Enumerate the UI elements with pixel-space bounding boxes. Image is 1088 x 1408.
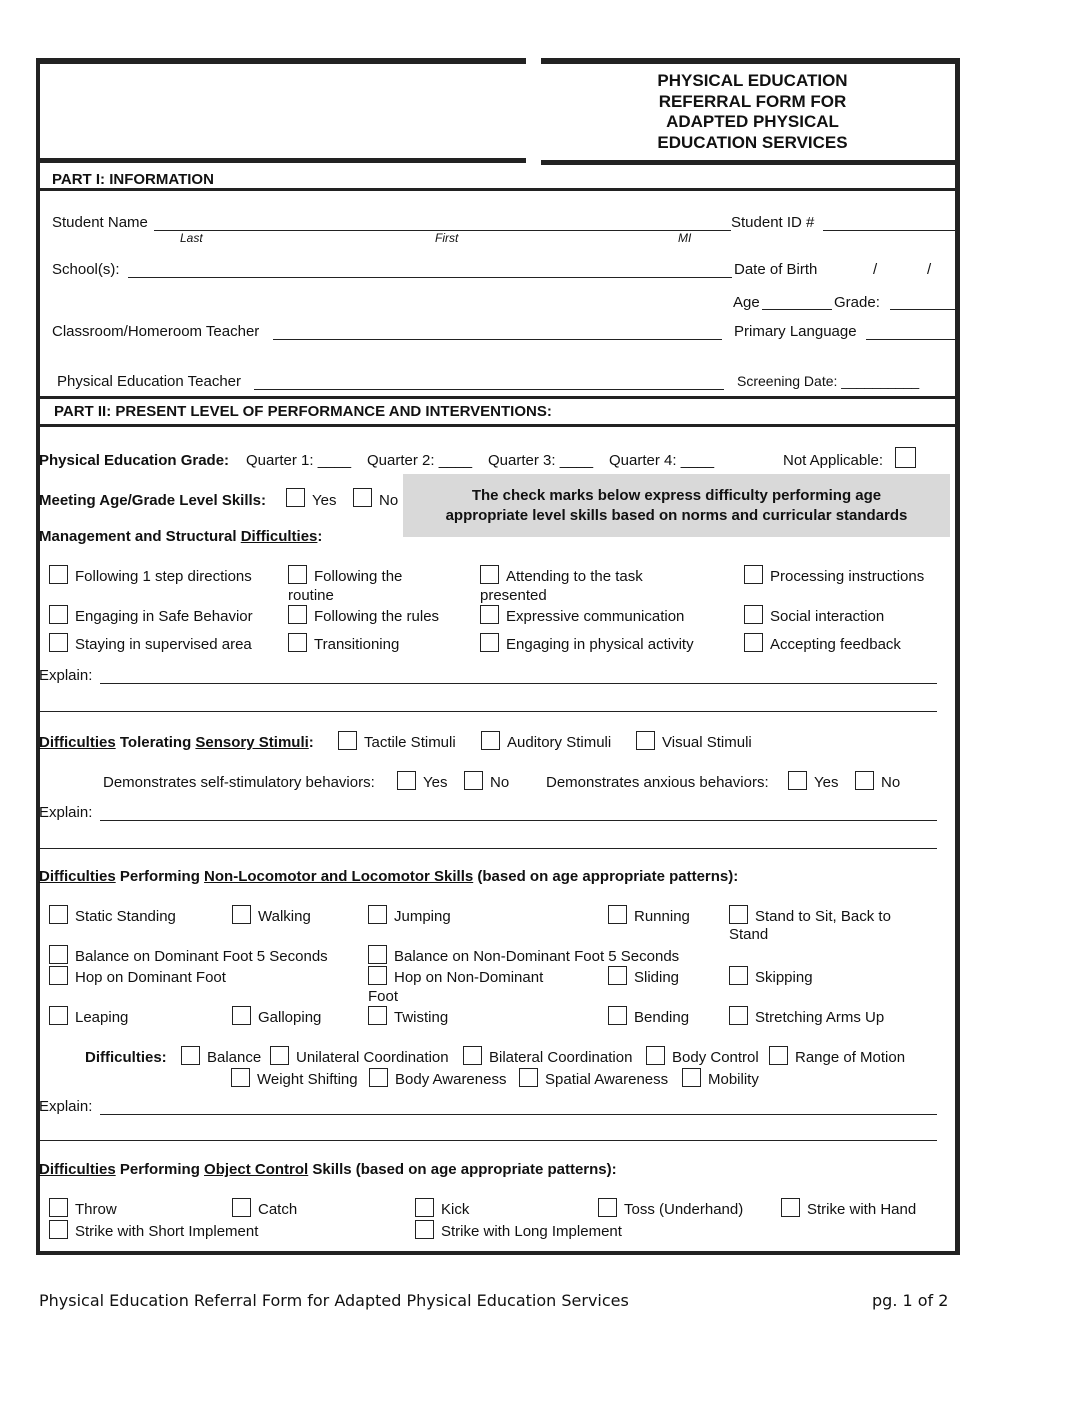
label-following-rules: Following the rules [314,608,440,625]
label-galloping: Galloping [258,1009,322,1026]
cb-attending[interactable] [480,565,499,584]
label-hop-nondom: Hop on Non-Dominant [394,969,544,986]
label-accepting: Accepting feedback [770,636,901,653]
pe-teacher-label: Physical Education Teacher [57,373,241,390]
label-social: Social interaction [770,608,885,625]
label-stand: Stand [729,926,769,943]
cb-processing[interactable] [744,565,763,584]
label-auditory: Auditory Stimuli [507,734,612,751]
cb-accepting[interactable] [744,633,763,652]
mgmt-difficulties-word: Difficulties [240,528,318,545]
cb-hop-dom[interactable] [49,966,68,985]
cb-strike-hand[interactable] [781,1198,800,1217]
label-anxious-no: No [881,774,901,791]
cb-range[interactable] [769,1046,788,1065]
cb-auditory[interactable] [481,731,500,750]
mgmt-label [39,528,322,545]
cb-stand-sit[interactable] [729,905,748,924]
quarter-3[interactable]: Quarter 3: ____ [488,452,594,469]
explain-field-3b[interactable] [39,1140,937,1141]
header-divider-left [36,158,526,163]
cb-body-awareness[interactable] [369,1068,388,1087]
title-line-3: ADAPTED PHYSICAL [666,112,839,131]
cb-following-routine[interactable] [288,565,307,584]
explain-field-3a[interactable] [100,1114,937,1115]
label-transitioning: Transitioning [314,636,400,653]
cb-bending[interactable] [608,1006,627,1025]
label-twisting: Twisting [394,1009,449,1026]
label-self-stim-yes: Yes [423,774,448,791]
primary-language-field[interactable] [866,339,955,340]
grade-field[interactable] [890,309,955,310]
cb-physical-activity[interactable] [480,633,499,652]
label-presented: presented [480,587,547,604]
label-spatial: Spatial Awareness [545,1071,669,1088]
student-name-label: Student Name [52,214,148,231]
cb-body-control[interactable] [646,1046,665,1065]
sub-last: Last [180,231,203,245]
label-sliding: Sliding [634,969,680,986]
label-running: Running [634,908,690,925]
cb-stretching[interactable] [729,1006,748,1025]
label-anxious-yes: Yes [814,774,839,791]
sensory-label-1: Difficulties [39,734,116,751]
cb-hop-nondom[interactable] [368,966,387,985]
cb-sliding[interactable] [608,966,627,985]
label-strike-hand: Strike with Hand [807,1201,917,1218]
cb-unilateral[interactable] [270,1046,289,1065]
cb-catch[interactable] [232,1198,251,1217]
cb-jumping[interactable] [368,905,387,924]
cb-supervised[interactable] [49,633,68,652]
cb-transitioning[interactable] [288,633,307,652]
student-id-field[interactable] [823,230,955,231]
label-supervised: Staying in supervised area [75,636,252,653]
label-skipping: Skipping [755,969,813,986]
self-stim-label: Demonstrates self-stimulatory behaviors: [103,774,375,791]
title-line-2: REFERRAL FORM FOR [658,91,847,111]
label-attending: Attending to the task [506,568,643,585]
meeting-yes-checkbox[interactable] [286,488,305,507]
label-following-1-step: Following 1 step directions [75,568,252,585]
meeting-no-label: No [379,492,399,509]
quarter-4[interactable]: Quarter 4: ____ [609,452,715,469]
label-bal-nondom: Balance on Non-Dominant Foot 5 Seconds [394,948,680,965]
cb-static-standing[interactable] [49,905,68,924]
obj-label-2: Performing [115,1161,205,1178]
part2-top-divider [36,396,960,399]
explain-label-3: Explain: [39,1098,93,1115]
explain-field-2b[interactable] [39,848,937,849]
cb-running[interactable] [608,905,627,924]
label-self-stim-no: No [490,774,510,791]
grade-label: Grade: [834,294,880,311]
label-foot: Foot [368,988,399,1005]
cb-strike-short[interactable] [49,1220,68,1239]
meeting-yes-label: Yes [312,492,337,509]
loco-label [39,868,738,885]
not-applicable-label: Not Applicable: [783,452,884,469]
cb-bal-dom[interactable] [49,945,68,964]
cb-expressive[interactable] [480,605,499,624]
mgmt-label-text: Management and Structural [39,528,237,545]
frame-top-right [541,58,960,64]
label-leaping: Leaping [75,1009,129,1026]
label-safe-behavior: Engaging in Safe Behavior [75,608,253,625]
cb-safe-behavior[interactable] [49,605,68,624]
cb-social[interactable] [744,605,763,624]
label-body-control: Body Control [672,1049,759,1066]
explain-field-2a[interactable] [100,820,937,821]
label-bilateral: Bilateral Coordination [489,1049,633,1066]
label-bending: Bending [634,1009,690,1026]
explain-label-1: Explain: [39,667,93,684]
note-line-2: appropriate level skills based on norms and curricular standards [445,507,908,524]
loco-label-4: (based on age appropriate patterns): [473,868,739,885]
frame-left [36,58,40,1255]
obj-label-1: Difficulties [39,1161,116,1178]
label-static-standing: Static Standing [75,908,176,925]
sensory-label-3: Sensory Stimuli [195,734,309,751]
label-body-awareness: Body Awareness [395,1071,507,1088]
cb-mobility[interactable] [682,1068,701,1087]
age-label: Age [733,294,760,311]
schools-label: School(s): [52,261,120,278]
label-throw: Throw [75,1201,117,1218]
loco-label-1: Difficulties [39,868,116,885]
cb-spatial[interactable] [519,1068,538,1087]
schools-field[interactable] [128,277,732,278]
label-tactile: Tactile Stimuli [364,734,456,751]
meeting-no-checkbox[interactable] [353,488,372,507]
explain-field-1a[interactable] [100,683,937,684]
frame-top-left [36,58,526,64]
cb-bal-nondom[interactable] [368,945,387,964]
sensory-colon: : [308,734,314,751]
label-unilateral: Unilateral Coordination [296,1049,449,1066]
label-toss: Toss (Underhand) [624,1201,744,1218]
frame-right [955,58,960,1255]
label-catch: Catch [258,1201,298,1218]
title-line-1: PHYSICAL EDUCATION [657,71,848,90]
label-routine: routine [288,587,334,604]
quarter-2[interactable]: Quarter 2: ____ [367,452,473,469]
header-divider-right [541,160,960,165]
difficulty-note [403,474,950,537]
cb-tactile[interactable] [338,731,357,750]
label-kick: Kick [441,1201,470,1218]
student-id-label: Student ID # [731,214,815,231]
frame-bottom [36,1251,960,1255]
not-applicable-checkbox[interactable] [895,447,916,468]
pe-grade-label: Physical Education Grade: [39,452,230,469]
label-range: Range of Motion [795,1049,906,1066]
footer-page-number: pg. 1 of 2 [872,1291,949,1310]
label-mobility: Mobility [708,1071,759,1088]
age-field[interactable] [762,309,832,310]
label-physical-activity: Engaging in physical activity [506,636,694,653]
label-bal-dom: Balance on Dominant Foot 5 Seconds [75,948,328,965]
cb-walking[interactable] [232,905,251,924]
title-line-4: EDUCATION SERVICES [657,132,848,152]
explain-field-1b[interactable] [39,711,937,712]
obj-label-3: Object Control [204,1161,309,1178]
classroom-teacher-label: Classroom/Homeroom Teacher [52,323,260,340]
sub-mi: MI [678,231,692,245]
cb-weight[interactable] [231,1068,250,1087]
screening-date-label: Screening Date: __________ [737,373,920,389]
cb-galloping[interactable] [232,1006,251,1025]
part1-heading: PART I: INFORMATION [52,171,214,188]
cb-toss[interactable] [598,1198,617,1217]
note-line-1: The check marks below express difficulty performing age [471,487,882,504]
meeting-level-label: Meeting Age/Grade Level Skills: [39,492,267,509]
cb-self-stim-no[interactable] [464,771,483,790]
dob-slash-1: / [873,261,878,278]
cb-balance[interactable] [181,1046,200,1065]
cb-bilateral[interactable] [463,1046,482,1065]
explain-label-2: Explain: [39,804,93,821]
dob-slash-2: / [927,261,932,278]
cb-anxious-yes[interactable] [788,771,807,790]
sensory-label [39,734,314,751]
form-title [600,71,905,153]
cb-anxious-no[interactable] [855,771,874,790]
label-walking: Walking [258,908,311,925]
loco-label-2: Performing [115,868,205,885]
part2-bottom-divider [36,424,960,427]
cb-twisting[interactable] [368,1006,387,1025]
cb-self-stim-yes[interactable] [397,771,416,790]
difficulties-colon-label: Difficulties: [85,1049,167,1066]
obj-label-4: Skills (based on age appropriate patterns): [308,1161,617,1178]
label-expressive: Expressive communication [506,608,685,625]
label-strike-long: Strike with Long Implement [441,1223,622,1240]
classroom-teacher-field[interactable] [273,339,722,340]
part2-heading: PART II: PRESENT LEVEL OF PERFORMANCE AND INTERVENTIONS: [54,403,552,420]
sub-first: First [435,231,459,245]
label-visual: Visual Stimuli [662,734,752,751]
pe-teacher-field[interactable] [254,389,724,390]
cb-kick[interactable] [415,1198,434,1217]
part1-divider [36,188,960,191]
cb-skipping[interactable] [729,966,748,985]
label-following-the: Following the [314,568,403,585]
footer-title: Physical Education Referral Form for Adapted Physical Education Services [39,1291,629,1310]
cb-leaping[interactable] [49,1006,68,1025]
label-balance: Balance [207,1049,262,1066]
label-stand-sit: Stand to Sit, Back to [755,908,891,925]
dob-label: Date of Birth [734,261,818,278]
label-strike-short: Strike with Short Implement [75,1223,259,1240]
label-weight: Weight Shifting [257,1071,358,1088]
quarter-1[interactable]: Quarter 1: ____ [246,452,352,469]
label-jumping: Jumping [394,908,451,925]
cb-visual[interactable] [636,731,655,750]
anxious-label: Demonstrates anxious behaviors: [546,774,769,791]
label-hop-dom: Hop on Dominant Foot [75,969,226,986]
cb-throw[interactable] [49,1198,68,1217]
sensory-label-2: Tolerating [115,734,196,751]
cb-strike-long[interactable] [415,1220,434,1239]
obj-label [39,1161,617,1178]
primary-language-label: Primary Language [734,323,857,340]
cb-following-rules[interactable] [288,605,307,624]
mgmt-colon: : [317,528,323,545]
cb-following-1-step[interactable] [49,565,68,584]
loco-label-3: Non-Locomotor and Locomotor Skills [204,868,474,885]
label-processing: Processing instructions [770,568,925,585]
label-stretching: Stretching Arms Up [755,1009,885,1026]
